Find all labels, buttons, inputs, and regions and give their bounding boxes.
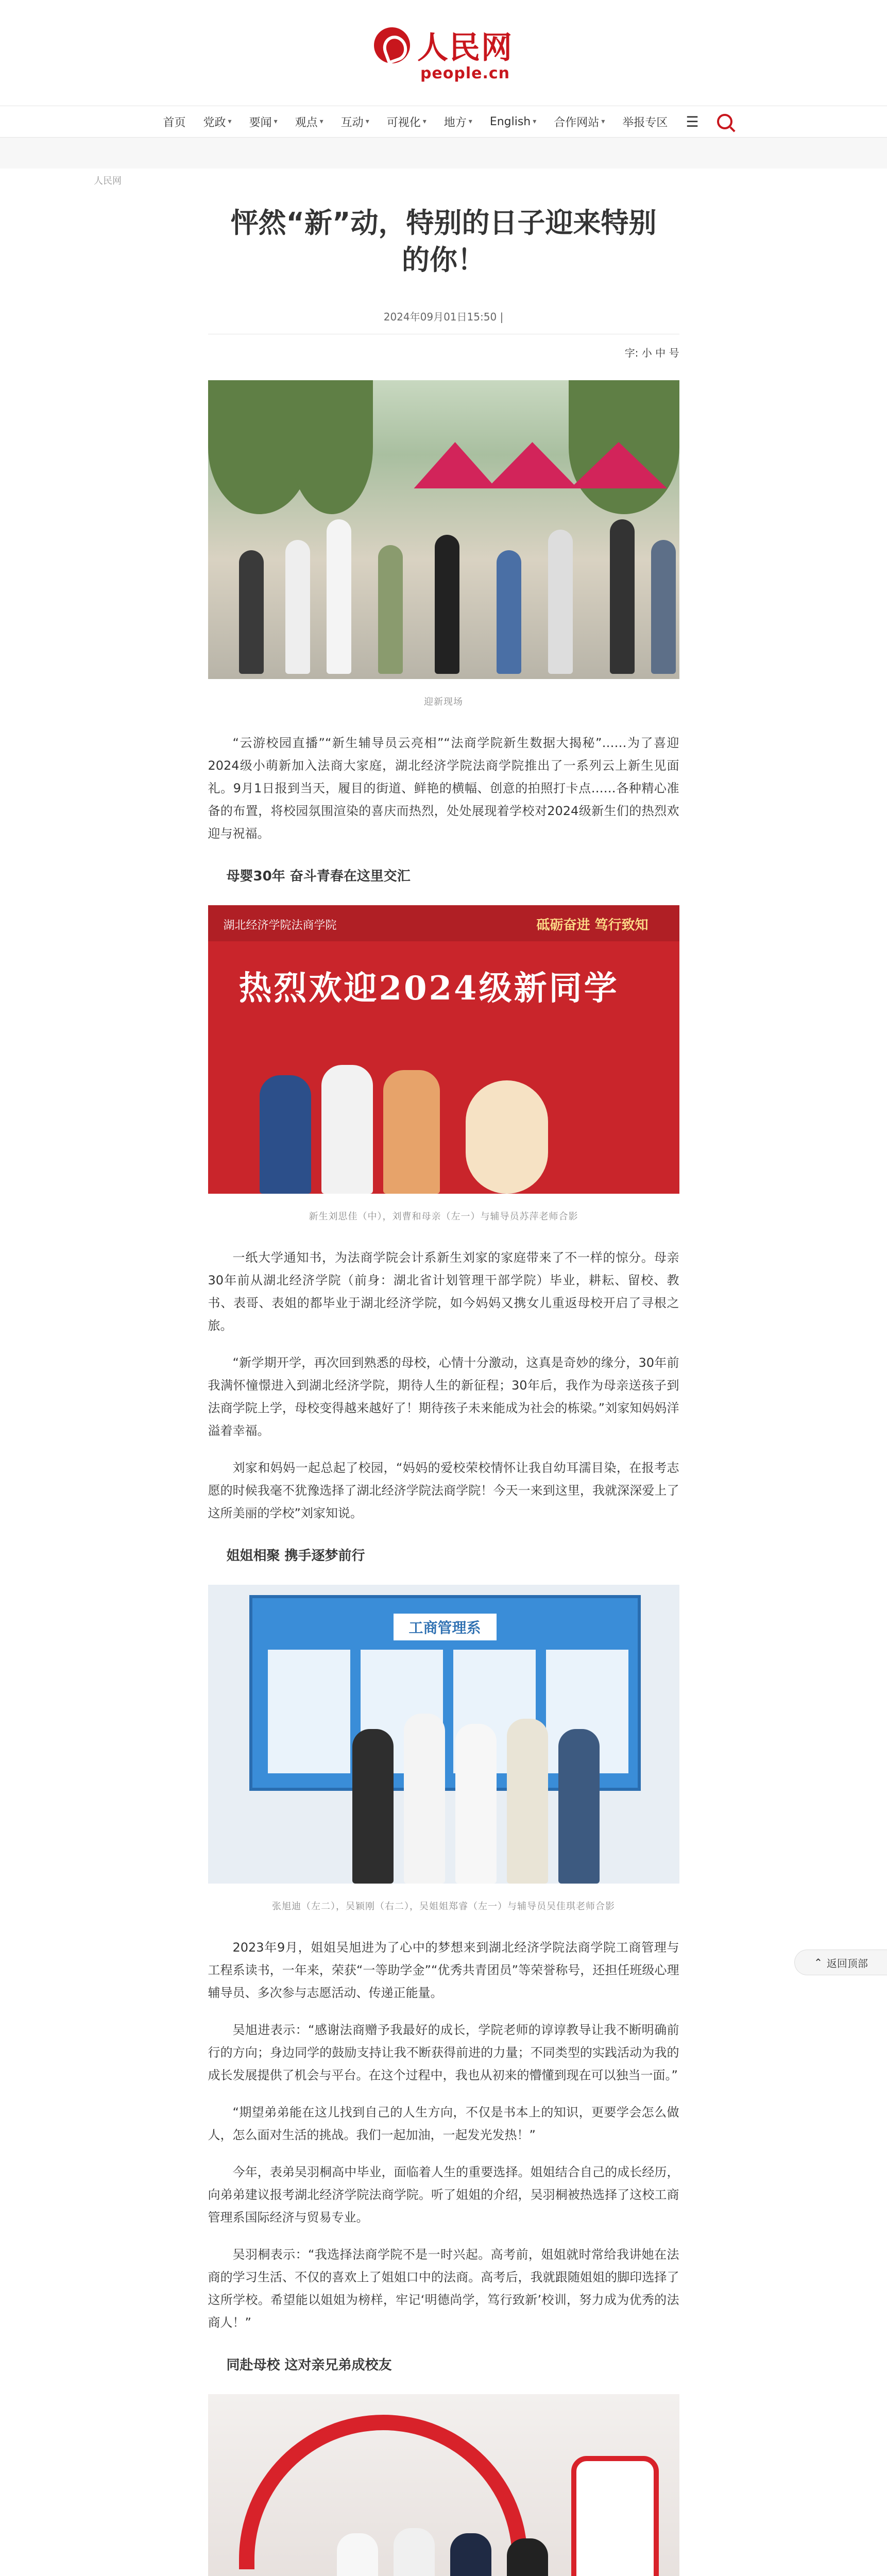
article-paragraph: “云游校园直播”“新生辅导员云亮相”“法商学院新生数据大揭秘”……为了喜迎2024级小萌新加入法商大家庭，湖北经济学院法商学院推出了一系列云上新生见面礼。9月1日报到当天，履目的街道、鲜艳的横幅、创意的拍照打卡点……各种精心准备的布置，将校园氛围渲染的喜庆而热烈，处处展现着学校对2024级新生们的热烈欢迎与祝福。 (208, 736, 679, 841)
nav-item-partners[interactable]: 合作网站 ▾ (554, 116, 605, 129)
photo-caption: 新生刘思佳（中），刘曹和母亲（左一）与辅导员苏萍老师合影 (309, 1211, 578, 1222)
chevron-down-icon: ▾ (274, 117, 278, 126)
menu-icon[interactable]: ☰ (686, 113, 699, 130)
article-paragraph: 吴羽桐表示：“我选择法商学院不是一时兴起。高考前，姐姐就时常给我讲她在法商的学习生活、不仅的喜欢上了姐姐口中的法商。高考后，我就跟随姐姐的脚印选择了这所学校。希望能以姐姐为榜样，牢记‘明德尚学，笃行致新’校训，努力成为优秀的法商人！” (208, 2247, 679, 2330)
photo-brothers-gate (208, 2394, 679, 2576)
photo-banner-school: 湖北经济学院法商学院 (208, 905, 679, 941)
site-logo[interactable] (374, 23, 513, 82)
main-nav (0, 106, 887, 138)
nav-item-english[interactable]: English ▾ (489, 115, 537, 128)
article (208, 168, 679, 2576)
photo-banner-welcome: 热烈欢迎2024级新同学 (238, 969, 619, 1008)
breadcrumb[interactable]: 人民网 (94, 176, 122, 187)
chevron-down-icon: ▾ (365, 117, 369, 126)
nav-item-party[interactable]: 党政 ▾ (203, 116, 232, 129)
chevron-up-icon: ⌃ (814, 1956, 823, 1969)
article-paragraph: 一纸大学通知书，为法商学院会计系新生刘家的家庭带来了不一样的惊分。母亲30年前从湖北经济学院（前身：湖北省计划管理干部学院）毕业，耕耘、留校、教书、表哥、表姐的都毕业于湖北经济学院，如今妈妈又携女儿重返母校开启了寻根之旅。 (208, 1250, 679, 1333)
mascot-sign (571, 2456, 659, 2576)
nav-item-report[interactable]: 举报专区 (622, 116, 668, 129)
article-paragraph: 吴旭进表示：“感谢法商赠予我最好的成长，学院老师的谆谆教导让我不断明确前行的方向；身边同学的鼓励支持让我不断获得前进的力量；不同类型的实践活动为我的成长发展提供了机会与平台。在这个过程中，我也从初来的懵懂到现在可以独当一面。” (208, 2023, 679, 2082)
chevron-down-icon: ▾ (319, 117, 323, 126)
chevron-down-icon: ▾ (228, 117, 232, 126)
article-subheading: 姐姐相聚 携手逐梦前行 (226, 1548, 365, 1564)
photo-caption: 迎新现场 (424, 697, 463, 707)
chevron-down-icon: ▾ (601, 117, 605, 126)
nav-item-interact[interactable]: 互动 ▾ (340, 116, 369, 129)
chevron-down-icon: ▾ (422, 117, 427, 126)
article-paragraph: 2023年9月，姐姐吴旭进为了心中的梦想来到湖北经济学院法商学院工商管理与工程系读书，一年来，荣获“一等助学金”“优秀共青团员”等荣誉称号，还担任班级心理辅导员、多次参与志愿活动、传递正能量。 (208, 1940, 679, 2000)
nav-item-opinion[interactable]: 观点 ▾ (295, 116, 323, 129)
site-header (0, 0, 887, 106)
photo-banner-slogan: 砥砺奋进 笃行致知 (536, 918, 649, 933)
photo-board-title: 工商管理系 (393, 1614, 496, 1640)
nav-item-news[interactable]: 要闻 ▾ (249, 116, 278, 129)
photo-family-banner (208, 905, 679, 1194)
article-meta: 2024年09月01日15:50 | (383, 311, 504, 323)
chevron-down-icon: ▾ (468, 117, 472, 126)
chevron-down-icon: ▾ (533, 117, 537, 126)
search-icon[interactable] (717, 114, 732, 129)
article-subheading: 同赴母校 这对亲兄弟成校友 (226, 2358, 392, 2373)
logo-cn: 人民网 (417, 30, 513, 66)
article-title: 怦然“新”动，特别的日子迎来特别的你！ (230, 207, 657, 276)
breadcrumb-band (0, 138, 887, 168)
article-paragraph: “新学期开学，再次回到熟悉的母校，心情十分激动，这真是奇妙的缘分，30年前我满怀憧憬进入到湖北经济学院，期待人生的新征程；30年后，我作为母亲送孩子到法商学院上学，母校变得越来越好了！期待孩子未来能成为社会的栋梁。”刘家知妈妈洋溢着幸福。 (208, 1355, 679, 1438)
article-subheading: 母婴30年 奋斗青春在这里交汇 (226, 869, 411, 884)
article-paragraph: “期望弟弟能在这儿找到自己的人生方向，不仅是书本上的知识，更要学会怎么做人，怎么面对生活的挑战。我们一起加油，一起发光发热！” (208, 2105, 679, 2142)
font-size-switcher[interactable]: 字: 小 中 号 (624, 347, 679, 359)
photo-caption: 张旭迪（左二），吴颖刚（右二），吴姐姐郑睿（左一）与辅导员吴佳琪老师合影 (272, 1901, 615, 1912)
photo-welcome-scene (208, 380, 679, 679)
article-paragraph: 今年，表弟吴羽桐高中毕业，面临着人生的重要选择。姐姐结合自己的成长经历，向弟弟建议报考湖北经济学院法商学院。听了姐姐的介绍，吴羽桐被热选择了这校工商管理系国际经济与贸易专业。 (208, 2165, 679, 2225)
nav-item-home[interactable]: 首页 (163, 116, 186, 129)
nav-item-visual[interactable]: 可视化 ▾ (386, 116, 427, 129)
logo-mark-icon (374, 27, 410, 63)
nav-item-local[interactable]: 地方 ▾ (444, 116, 472, 129)
photo-siblings-board (208, 1585, 679, 1884)
article-paragraph: 刘家和妈妈一起总起了校园，“妈妈的爱校荣校情怀让我自幼耳濡目染，在报考志愿的时候我毫不犹豫选择了湖北经济学院法商学院！今天一来到这里，我就深深爱上了这所美丽的学校”刘家知说。 (208, 1461, 679, 1520)
back-to-top-button[interactable]: ⌃ 返回顶部 (794, 1950, 887, 1975)
logo-en: people.cn (420, 64, 510, 82)
